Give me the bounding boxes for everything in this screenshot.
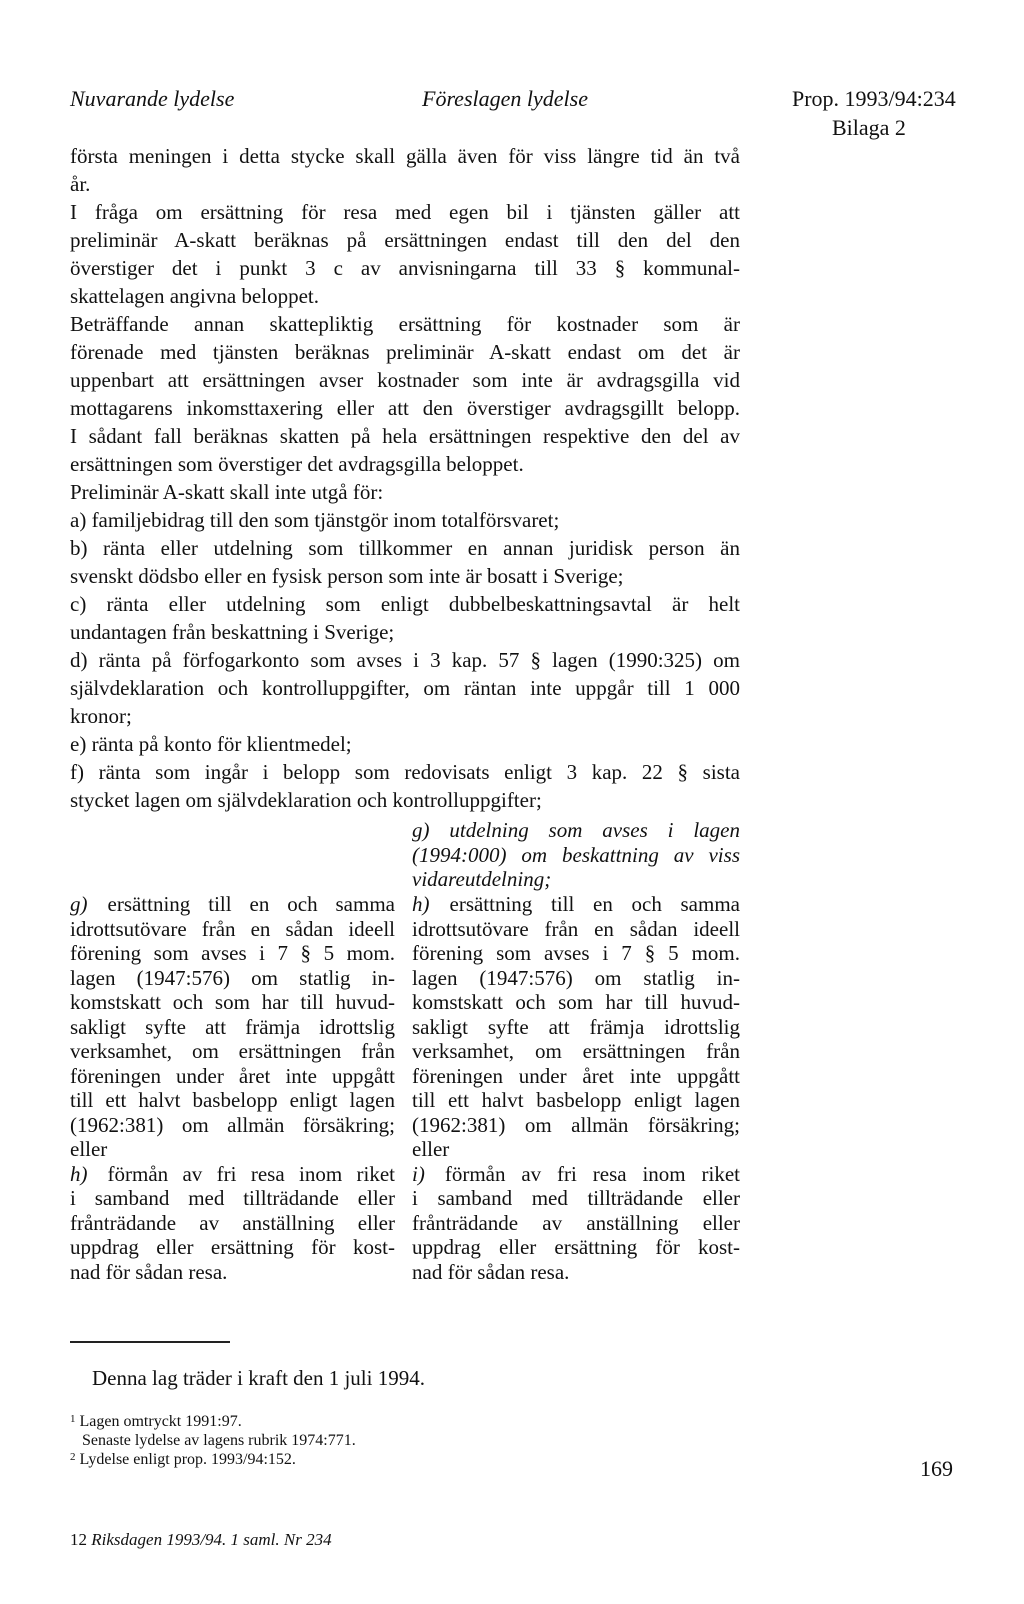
header-current-label: Nuvarande lydelse bbox=[70, 86, 235, 111]
text-line: skattelagen angivna beloppet. bbox=[70, 284, 319, 308]
column-line: frånträdande av anställning eller bbox=[70, 1210, 395, 1235]
column-line: eller bbox=[70, 1137, 108, 1161]
item-marker: h) bbox=[412, 892, 430, 916]
column-line: lagen (1947:576) om statlig in- bbox=[412, 965, 740, 990]
item-first-line: ersättning till en och samma bbox=[449, 892, 740, 916]
column-line: i samband med tillträdande eller bbox=[70, 1186, 395, 1210]
column-line: föreningen under året inte uppgått bbox=[70, 1063, 395, 1088]
item-first-line: ersättning till en och samma bbox=[107, 892, 395, 916]
column-line: komstskatt och som har till huvud- bbox=[412, 990, 740, 1014]
column-line: lagen (1947:576) om statlig in- bbox=[70, 965, 395, 990]
column-line bbox=[412, 892, 740, 917]
column-line: nad för sådan resa. bbox=[70, 1259, 228, 1284]
column-line: till ett halvt basbelopp enligt lagen bbox=[70, 1088, 395, 1112]
text-line: undantagen från beskattning i Sverige; bbox=[70, 620, 395, 644]
text-line: kronor; bbox=[70, 704, 132, 728]
proposed-item-g bbox=[412, 818, 740, 892]
text-line: preliminär A-skatt beräknas på ersättningen endast till den del den bbox=[70, 228, 740, 252]
column-line: i samband med tillträdande eller bbox=[412, 1186, 740, 1210]
footnote-1-continued: Senaste lydelse av lagens rubrik 1974:771. bbox=[82, 1432, 356, 1449]
text-line: första meningen i detta stycke skall gälla även för viss längre tid än två bbox=[70, 144, 740, 168]
column-line: eller bbox=[412, 1137, 450, 1161]
text-line: överstiger det i punkt 3 c av anvisningarna till 33 § kommunal- bbox=[70, 256, 740, 280]
text-line: mottagarens inkomsttaxering eller att den överstiger avdragsgillt belopp. bbox=[70, 396, 740, 420]
item-marker: h) bbox=[70, 1161, 88, 1186]
text-line: c) ränta eller utdelning som enligt dubbelbeskattningsavtal är helt bbox=[70, 592, 740, 616]
column-line: förening som avses i 7 § 5 mom. bbox=[412, 941, 740, 965]
proposed-wording-column bbox=[412, 892, 740, 1284]
text-line: stycket lagen om självdeklaration och kontrolluppgifter; bbox=[70, 788, 542, 812]
text-line: förenade med tjänsten beräknas preliminär A-skatt endast om det är bbox=[70, 340, 740, 364]
column-line: idrottsutövare från en sådan ideell bbox=[412, 916, 740, 941]
column-line: förening som avses i 7 § 5 mom. bbox=[70, 941, 395, 965]
column-line: uppdrag eller ersättning för kost- bbox=[70, 1235, 395, 1259]
proposed-g-line: vidareutdelning; bbox=[412, 867, 552, 891]
column-line: verksamhet, om ersättningen från bbox=[412, 1039, 740, 1063]
column-line: nad för sådan resa. bbox=[412, 1259, 570, 1284]
item-marker: i) bbox=[412, 1161, 425, 1186]
appendix-label: Bilaga 2 bbox=[832, 115, 906, 140]
print-line: 12 Riksdagen 1993/94. 1 saml. Nr 234 bbox=[70, 1530, 332, 1549]
header-proposed-label: Föreslagen lydelse bbox=[422, 86, 588, 111]
text-line: svenskt dödsbo eller en fysisk person som inte är bosatt i Sverige; bbox=[70, 564, 624, 588]
page-number: 169 bbox=[920, 1456, 953, 1481]
item-marker: g) bbox=[70, 892, 88, 916]
item-first-line: förmån av fri resa inom riket bbox=[444, 1161, 740, 1186]
item-first-line: förmån av fri resa inom riket bbox=[107, 1161, 395, 1186]
text-line: år. bbox=[70, 172, 91, 196]
full-width-text bbox=[70, 142, 740, 814]
prop-reference: Prop. 1993/94:234 bbox=[792, 86, 956, 111]
text-line: d) ränta på förfogarkonto som avses i 3 kap. 57 § lagen (1990:325) om bbox=[70, 648, 740, 672]
text-line: b) ränta eller utdelning som tillkommer en annan juridisk person än bbox=[70, 536, 740, 560]
column-line: idrottsutövare från en sådan ideell bbox=[70, 916, 395, 941]
text-line: självdeklaration och kontrolluppgifter, om räntan inte uppgår till 1 000 bbox=[70, 676, 740, 700]
column-line: (1962:381) om allmän försäkring; bbox=[70, 1112, 395, 1137]
footnote-separator bbox=[70, 1341, 230, 1343]
text-line: f) ränta som ingår i belopp som redovisats enligt 3 kap. 22 § sista bbox=[70, 760, 740, 784]
text-line: ersättningen som överstiger det avdragsgilla beloppet. bbox=[70, 452, 524, 476]
text-line: a) familjebidrag till den som tjänstgör inom totalförsvaret; bbox=[70, 508, 560, 532]
column-line bbox=[70, 1162, 395, 1187]
column-line: föreningen under året inte uppgått bbox=[412, 1063, 740, 1088]
column-line bbox=[70, 892, 395, 917]
footnote-2: $^2$ Lydelse enligt prop. 1993/94:152. bbox=[70, 1451, 296, 1468]
proposed-g-line: g) utdelning som avses i lagen bbox=[412, 818, 740, 842]
column-line: sakligt syfte att främja idrottslig bbox=[412, 1014, 740, 1039]
text-line: uppenbart att ersättningen avser kostnader som inte är avdragsgilla vid bbox=[70, 368, 740, 392]
entry-into-force: Denna lag träder i kraft den 1 juli 1994. bbox=[92, 1366, 425, 1390]
footnotes bbox=[70, 1412, 356, 1469]
column-line: frånträdande av anställning eller bbox=[412, 1210, 740, 1235]
current-wording-column bbox=[70, 892, 395, 1284]
text-line: I fråga om ersättning för resa med egen bil i tjänsten gäller att bbox=[70, 200, 740, 224]
column-line: till ett halvt basbelopp enligt lagen bbox=[412, 1088, 740, 1112]
text-line: Preliminär A-skatt skall inte utgå för: bbox=[70, 480, 384, 504]
text-line: Beträffande annan skattepliktig ersättning för kostnader som är bbox=[70, 312, 740, 336]
proposed-g-line: (1994:000) om beskattning av viss bbox=[412, 842, 740, 867]
text-line: I sådant fall beräknas skatten på hela ersättningen respektive den del av bbox=[70, 424, 740, 448]
footnote-1: $^1$ Lagen omtryckt 1991:97. bbox=[70, 1413, 242, 1430]
column-line bbox=[412, 1162, 740, 1187]
column-line: (1962:381) om allmän försäkring; bbox=[412, 1112, 740, 1137]
column-line: komstskatt och som har till huvud- bbox=[70, 990, 395, 1014]
column-line: uppdrag eller ersättning för kost- bbox=[412, 1235, 740, 1259]
text-line: e) ränta på konto för klientmedel; bbox=[70, 732, 352, 756]
column-line: verksamhet, om ersättningen från bbox=[70, 1039, 395, 1063]
column-line: sakligt syfte att främja idrottslig bbox=[70, 1014, 395, 1039]
